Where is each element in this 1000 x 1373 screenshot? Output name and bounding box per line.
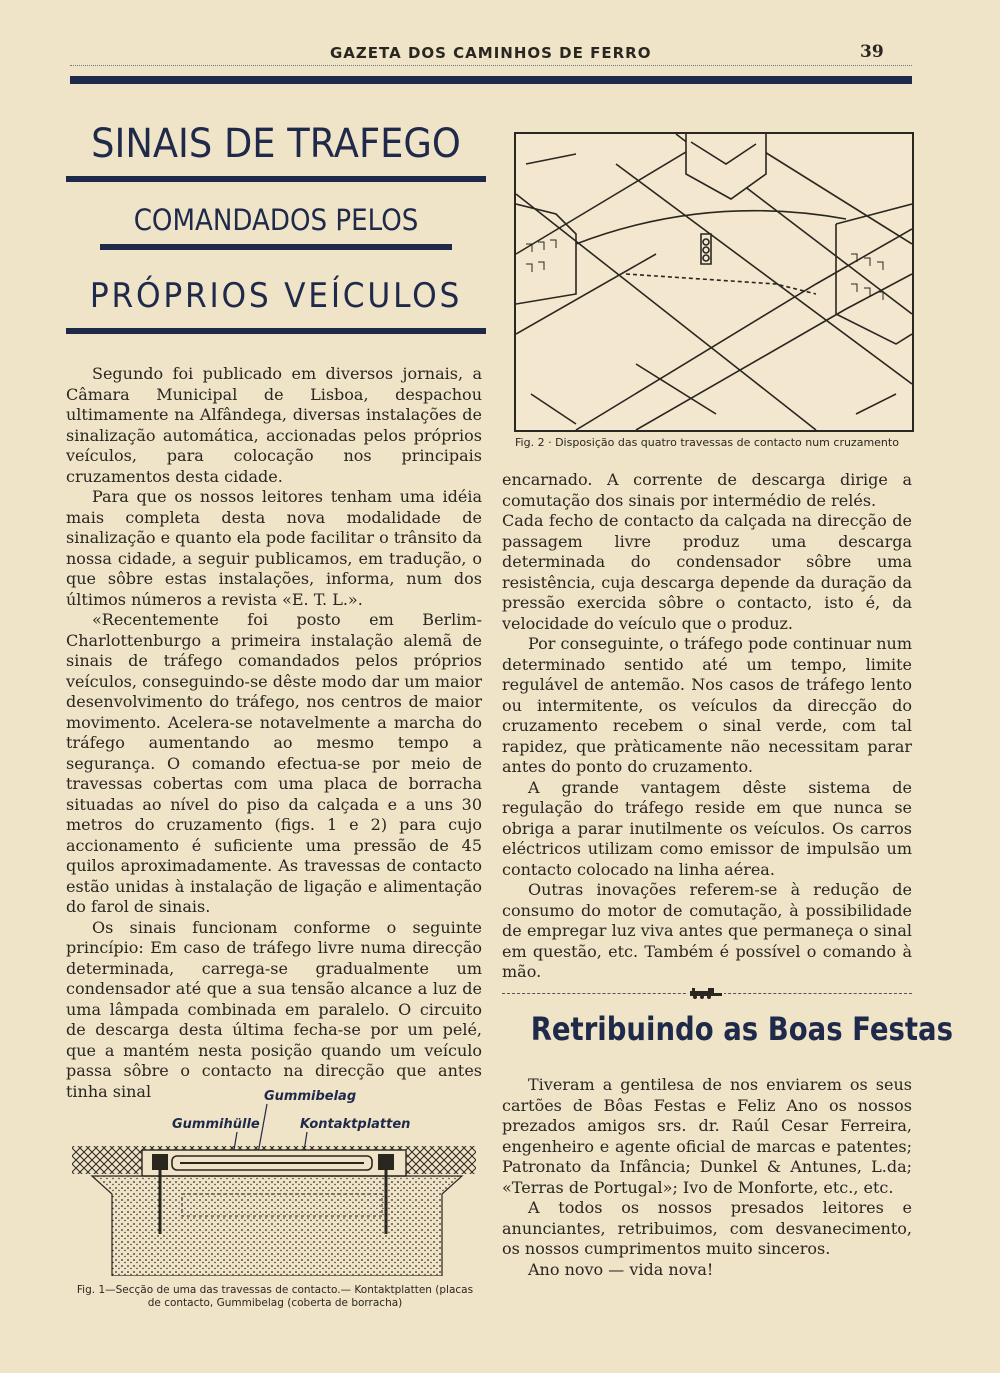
paragraph: A todos os nossos presados leitores e anunciantes, retribuimos, com desvanecimento, os nossos cumprimentos muito sinceros. [502, 1198, 912, 1258]
label-gummihulle: Gummihülle [172, 1117, 260, 1132]
paragraph: Para que os nossos leitores tenham uma idéia mais completa desta nova modalidade de sinalização e quanto ela pode facilitar o trânsito da nossa cidade, a seguir publicamos, em tradução, o que sôbre estas instalações, informa, num dos últimos números a revista «E. T. L.». [66, 487, 482, 609]
label-gummibelag: Gummibelag [264, 1089, 357, 1104]
locomotive-icon [688, 988, 724, 999]
page-number: 39 [860, 42, 884, 62]
paragraph: Por conseguinte, o tráfego pode continuar num determinado sentido até um tempo, limite regulável de antemão. Nos casos de tráfego lento ou intermitente, os veículos da direcção do cruzamento recebem o sinal verde, com tal rapidez, que pràticamente não necessitam parar antes do ponto do cruzamento. [502, 634, 912, 776]
label-kontaktplatten: Kontaktplatten [300, 1117, 411, 1132]
title-rule-2 [100, 244, 452, 250]
left-column-text [66, 364, 482, 1102]
title-line-3: PRÓPRIOS VEÍCULOS [89, 276, 463, 316]
figure-2-illustration [514, 132, 914, 432]
paragraph: Ano novo — vida nova! [528, 1259, 714, 1279]
paragraph: Outras inovações referem-se à redução de consumo do motor de comutação, à possibilidade de empregar luz viva antes que permaneça o sinal em questão, etc. Também é possível o comando à mão. [502, 880, 912, 981]
title-rule-1 [66, 176, 486, 182]
paragraph: Segundo foi publicado em diversos jornais, a Câmara Municipal de Lisboa, despachou ultimamente na Alfândega, diversas instalações de sinalização automática, accionadas pelos próprios veículos, para colocação nos principais cruzamentos desta cidade. [66, 364, 482, 486]
figure-1-caption: Fig. 1—Secção de uma das travessas de contacto.— Kontaktplatten (placas de contacto, Gummibelag (coberta de borracha) [76, 1284, 474, 1309]
paragraph: A grande vantagem dêste sistema de regulação do tráfego reside em que nunca se obriga a parar inutilmente os veículos. Os carros eléctricos utilizam como emissor de impulsão um contacto colocado na linha aérea. [502, 777, 912, 879]
right-column-text [502, 470, 912, 983]
paragraph: encarnado. A corrente de descarga dirige a comutação dos sinais por intermédio de relés. [502, 470, 912, 510]
second-article-headline: Retribuindo as Boas Festas [530, 1010, 954, 1048]
paragraph: Tiveram a gentilesa de nos enviarem os seus cartões de Bôas Festas e Feliz Ano os nossos prezados amigos srs. dr. Raúl Cesar Ferreira, engenheiro e agente oficial de marcas e patentes; Patronato da Infância; Dunkel & Antunes, L.da; «Terras de Portugal»; Ivo de Monforte, etc., etc. [502, 1075, 912, 1197]
header-dotted-rule [70, 65, 912, 66]
second-article-text [502, 1075, 912, 1280]
journal-title: GAZETA DOS CAMINHOS DE FERRO [330, 44, 652, 62]
article-separator [502, 988, 912, 1000]
header-rule [70, 76, 912, 84]
paragraph: «Recentemente foi posto em Berlim-Charlottenburgo a primeira instalação alemã de sinais de tráfego comandados pelos próprios veículos, conseguindo-se dêste modo dar um maior desenvolvimento do tráfego, nos centros de maior movimento. Acelera-se notavelmente a marcha do tráfego aumentando ao mesmo tempo a segurança. O comando efectua-se por meio de travessas cobertas com uma placa de borracha situadas ao nível do piso da calçada e a uns 30 metros do cruzamento (figs. 1 e 2) para cujo accionamento é suficiente uma pressão de 45 quilos aproximadamente. As travessas de contacto estão unidas à instalação de ligação e alimentação do farol de sinais. [66, 610, 482, 916]
paragraph: Os sinais funcionam conforme o seguinte princípio: Em caso de tráfego livre numa direcção determinada, carrega-se gradualmente um condensador até que a sua tensão alcance a luz de uma lâmpada combinada em paralelo. O circuito de descarga desta última fecha-se por um pelé, que a mantém nesta posição quando um veículo passa sôbre o contacto na direcção que antes tinha sinal [66, 917, 482, 1101]
article-title [66, 118, 486, 334]
figure-2-caption: Fig. 2 · Disposição das quatro travessas de contacto num cruzamento [515, 436, 899, 449]
title-line-1: SINAIS DE TRAFEGO [91, 121, 461, 167]
paragraph: Cada fecho de contacto da calçada na direcção de passagem livre produz uma descarga determinada do condensador sôbre uma resistência, cuja descarga depende da duração da pressão exercida sôbre o contacto, isto é, da velocidade do veículo que o produz. [502, 511, 912, 633]
title-line-2: COMANDADOS PELOS [133, 203, 419, 237]
figure-1-illustration [72, 1084, 476, 1276]
cross-section-drawing [72, 1084, 476, 1276]
intersection-drawing [516, 134, 912, 430]
title-rule-3 [66, 328, 486, 334]
running-header [0, 38, 1000, 68]
